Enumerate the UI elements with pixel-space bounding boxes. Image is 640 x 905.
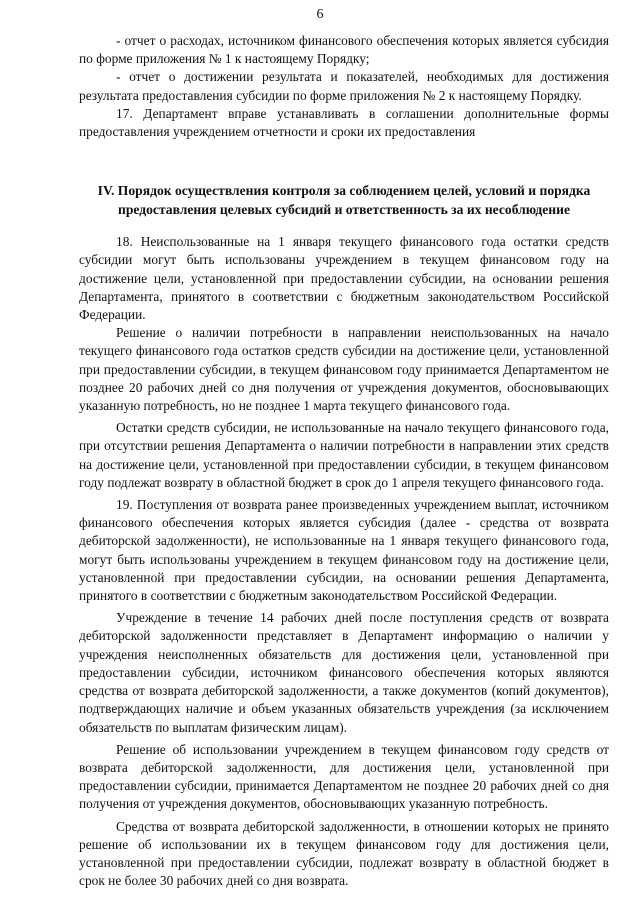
paragraph-receivables-info: Учреждение в течение 14 рабочих дней после поступления средств от возврата дебиторской задолженности представляет в Департамент информацию о наличии у учреждения неисполненных обязательств для достижения цели, установленной при предоставлении субсидии, источником финансового обеспечения которых являются средства от возврата дебиторской задолженности, а также документов (копий документов), подтверждающих наличие и объем указанных обязательств учреждения (за исключением обязательств по выплатам физическим лицам). bbox=[79, 610, 609, 735]
paragraph-result-report: - отчет о достижении результата и показателей, необходимых для достижения результата предоставления субсидии по форме приложения № 2 к настоящему Порядку. bbox=[79, 69, 609, 103]
section-heading: IV. Порядок осуществления контроля за соблюдением целей, условий и порядка предоставления целевых субсидий и ответственность за их несоблюдение bbox=[97, 183, 591, 218]
page-number: 6 bbox=[316, 7, 324, 22]
paragraph-return-funds: Средства от возврата дебиторской задолженности, в отношении которых не принято решение об использовании их в текущем финансовом году для достижения цели, установленной при предоставлении субсидии, подлежат возврату в областной бюджет в срок не более 30 рабочих дней со дня возврата. bbox=[79, 818, 609, 889]
paragraph-expense-report: - отчет о расходах, источником финансового обеспечения которых является субсидия по форме приложения № 1 к настоящему Порядку; bbox=[79, 33, 609, 67]
paragraph-clause-17: 17. Департамент вправе устанавливать в соглашении дополнительные формы предоставления учреждением отчетности и сроки их предоставления bbox=[79, 105, 609, 140]
paragraph-need-decision: Решение о наличии потребности в направлении неиспользованных на начало текущего финансового года остатков средств субсидии на достижение цели, установленной при предоставлении субсидии, в текущем финансовом году принимается Департаментом не позднее 20 рабочих дней со дня получения от учреждения документов, обосновывающих указанную потребность, но не позднее 1 марта текущего финансового года. bbox=[79, 325, 609, 414]
paragraph-unused-balance: Остатки средств субсидии, не использованные на начало текущего финансового года, при отсутствии решения Департамента о наличии потребности в направлении этих средств на достижение цели, установленной при предоставлении субсидии, в текущем финансовом году подлежат возврату в областной бюджет в срок до 1 апреля текущего финансового года. bbox=[79, 420, 609, 490]
paragraph-clause-18: 18. Неиспользованные на 1 января текущего финансового года остатки средств субсидии могут быть использованы учреждением в текущем финансовом году на достижение цели, установленной при предоставлении субсидии, на основании решения Департамента, принятого в соответствии с бюджетным законодательством Российской Федерации. bbox=[79, 234, 609, 323]
paragraph-usage-decision: Решение об использовании учреждением в текущем финансовом году средств от возврата дебиторской задолженности, для достижения цели, установленной при предоставлении субсидии, принимается Департаментом не позднее 20 рабочих дней со дня получения от учреждения документов, обосновывающих указанную потребность. bbox=[79, 741, 609, 812]
paragraph-clause-19: 19. Поступления от возврата ранее произведенных учреждением выплат, источником финансового обеспечения которых является субсидия (далее - средства от возврата дебиторской задолженности), не использованные на 1 января текущего финансового года, могут быть использованы учреждением в текущем финансовом году на достижение цели, установленной при предоставлении субсидии, на основании решения Департамента, принятого в соответствии с бюджетным законодательством Российской Федерации. bbox=[79, 497, 609, 604]
document-body bbox=[79, 32, 609, 890]
